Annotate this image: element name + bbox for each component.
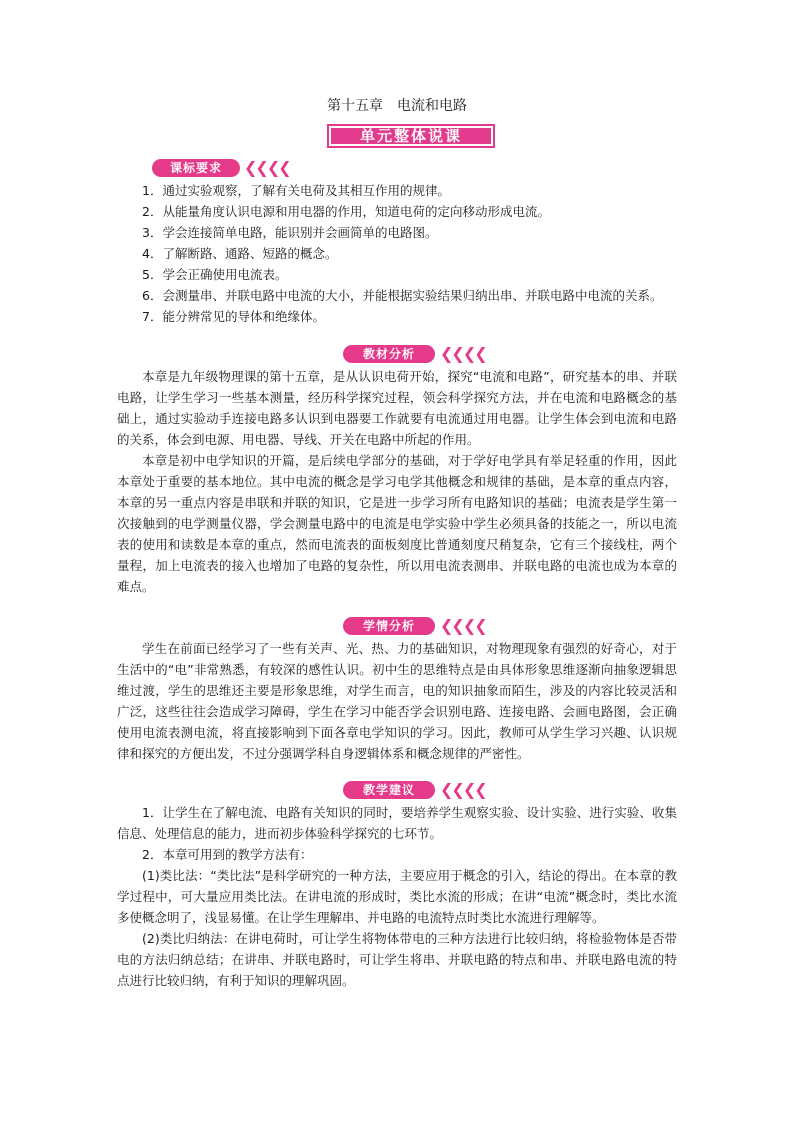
section-tag-label: 教学建议	[343, 781, 435, 799]
section-tag	[117, 780, 677, 800]
paragraph: 2．从能量角度认识电源和用电器的作用，知道电荷的定向移动形成电流。	[142, 204, 550, 219]
paragraph: 5．学会正确使用电流表。	[142, 267, 288, 282]
chevron-left-icon: ❮❮❮❮	[440, 780, 486, 799]
section-tag-label: 学情分析	[343, 617, 435, 635]
paragraph: 本章是初中电学知识的开篇，是后续电学部分的基础，对于学好电学具有举足轻重的作用，因此本章处于重要的基本地位。其中电流的概念是学习电学其他概念和规律的基础，是本章的重点内容，本章的另一重点内容是串联和并联的知识，它是进一步学习所有电路知识的基础；电流表是学生第一次接触到的电学测量仪器，学会测量电路中的电流是电学实验中学生必须具备的技能之一，所以电流表的使用和读数是本章的重点，然而电流表的面板刻度比普通刻度尺稍复杂，它有三个接线柱，两个量程，加上电流表的接入也增加了电路的复杂性，所以用电流表测串、并联电路的电流也成为本章的难点。	[117, 453, 677, 594]
paragraph: 2．本章可用到的教学方法有：	[142, 847, 313, 862]
section-tag	[117, 616, 677, 636]
unit-banner-label: 单元整体说课	[331, 128, 491, 144]
paragraph: 学生在前面已经学习了一些有关声、光、热、力的基础知识，对物理现象有强烈的好奇心，对于生活中的“电”非常熟悉，有较深的感性认识。初中生的思维特点是由具体形象思维逐渐向抽象逻辑思维过渡，学生的思维还主要是形象思维，对学生而言，电的知识抽象而陌生，涉及的内容比较灵活和广泛，这些往往会造成学习障碍，学生在学习中能否学会识别电路、连接电路、会画电路图，会正确使用电流表测电流，将直接影响到下面各章电学知识的学习。因此，教师可从学生学习兴趣、认识规律和探究的方便出发，不过分强调学科自身逻辑体系和概念规律的严密性。	[117, 641, 677, 761]
section-tag-label: 课标要求	[152, 159, 240, 177]
section-tag	[117, 158, 677, 178]
chevron-left-icon: ❮❮❮❮	[440, 616, 486, 635]
section-student-analysis	[117, 616, 677, 764]
paragraph: 本章是九年级物理课的第十五章，是从认识电荷开始，探究“电流和电路”，研究基本的串、并联电路，让学生学习一些基本测量，经历科学探究过程，领会科学探究方法，并在电流和电路概念的基础上，通过实验动手连接电路多认识到电器要工作就要有电流通过用电器。让学生体会到电流和电路的关系，体会到电源、用电器、导线、开关在电路中所起的作用。	[117, 369, 677, 447]
chevron-left-icon: ❮❮❮❮	[244, 158, 290, 177]
section-tag-label: 教材分析	[343, 345, 435, 363]
section-tag	[117, 344, 677, 364]
section-textbook-analysis	[117, 344, 677, 597]
paragraph: 6．会测量串、并联电路中电流的大小，并能根据实验结果归纳出串、并联电路中电流的关系。	[142, 288, 663, 303]
paragraph: 1．通过实验观察，了解有关电荷及其相互作用的规律。	[142, 183, 450, 198]
paragraph: 4．了解断路、通路、短路的概念。	[142, 246, 338, 261]
chapter-title: 第十五章 电流和电路	[327, 98, 467, 114]
section-curriculum-requirements	[117, 158, 677, 327]
paragraph: 7．能分辨常见的导体和绝缘体。	[142, 309, 325, 324]
section-teaching-suggestions	[117, 780, 677, 991]
paragraph: 3．学会连接简单电路，能识别并会画简单的电路图。	[142, 225, 438, 240]
paragraph: 1．让学生在了解电流、电路有关知识的同时，要培养学生观察实验、设计实验、进行实验、收集信息、处理信息的能力，进而初步体验科学探究的七环节。	[117, 805, 677, 841]
paragraph: (2)类比归纳法：在讲电荷时，可让学生将物体带电的三种方法进行比较归纳，将检验物体是否带电的方法归纳总结；在讲串、并联电路时，可让学生将串、并联电路的特点和串、并联电路电流的特点进行比较归纳，有利于知识的理解巩固。	[117, 931, 677, 988]
unit-banner	[327, 124, 495, 148]
paragraph: (1)类比法：“类比法”是科学研究的一种方法，主要应用于概念的引入，结论的得出。在本章的教学过程中，可大量应用类比法。在讲电流的形成时，类比水流的形成；在讲“电流”概念时，类比水流多使概念明了，浅显易懂。在让学生理解串、并电路的电流特点时类比水流进行理解等。	[117, 868, 677, 925]
chevron-left-icon: ❮❮❮❮	[440, 344, 486, 363]
